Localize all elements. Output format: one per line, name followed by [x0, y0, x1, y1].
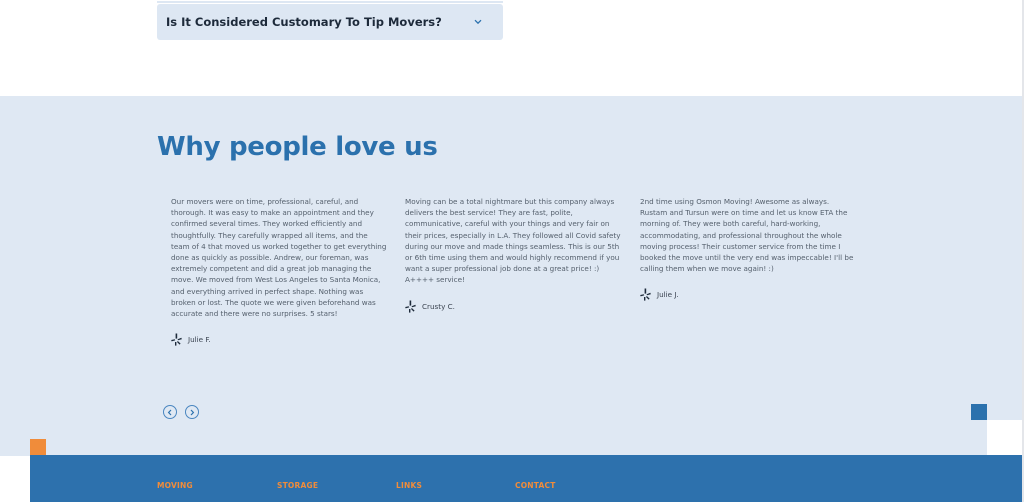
decor-square-blue — [971, 404, 987, 420]
footer-link-storage[interactable]: STORAGE — [277, 481, 319, 490]
reviews-section — [0, 96, 1024, 456]
decor-square-orange — [30, 439, 46, 455]
reviewer-name: Crusty C. — [422, 301, 455, 311]
footer — [30, 455, 1024, 502]
review-card — [405, 196, 621, 313]
review-text: Our movers were on time, professional, careful, and thorough. It was easy to make an appointment and they confirmed several times. They worked efficiently and thoughtfully. They carefully wrapped all items, and the team of 4 that moved us worked together to get everything done as quickly as possible. Andrew, our foreman, was extremely competent and did a great job managing the move. We moved from West Los Angeles to Santa Monica, and everything arrived in perfect shape. Nothing was broken or lost. The quote we were given beforehand was accurate and there were no surprises. 5 stars! — [171, 197, 387, 319]
footer-link-contact[interactable]: CONTACT — [515, 481, 556, 490]
faq-item-tipping[interactable] — [157, 4, 503, 40]
reviewer — [405, 300, 621, 313]
yelp-icon — [640, 288, 651, 301]
reviewer — [640, 288, 856, 301]
review-text: Moving can be a total nightmare but this company always delivers the best service! They are fast, polite, communicative, careful with your things and very fair on their prices, especially in L.A. They followed all Covid safety during our move and made things seamless. This is our 5th or 6th time using them and would highly recommend if you want a super professional job done at a great price! :) A++++ service! — [405, 197, 621, 285]
reviewer — [171, 333, 387, 346]
footer-link-links[interactable]: LINKS — [396, 481, 423, 490]
section-title: Why people love us — [157, 132, 438, 162]
review-card — [171, 196, 387, 346]
chevron-left-icon — [167, 409, 173, 416]
yelp-icon — [405, 300, 416, 313]
faq-question: Is It Considered Customary To Tip Movers? — [166, 15, 442, 29]
review-text: 2nd time using Osmon Moving! Awesome as always. Rustam and Tursun were on time and let us know ETA the morning of. They were both careful, hard-working, accommodating, and professional throughout the whole moving process! Their customer service from the time I booked the move until the very end was impeccable! I'll be calling them when we move again! :) — [640, 197, 854, 274]
yelp-icon — [171, 333, 182, 346]
review-card — [640, 196, 856, 301]
chevron-down-icon[interactable] — [473, 17, 483, 27]
carousel-next-button[interactable] — [185, 405, 199, 419]
footer-link-moving[interactable]: MOVING — [157, 481, 193, 490]
reviewer-name: Julie J. — [657, 290, 679, 300]
decor-square-white — [987, 420, 1024, 456]
carousel-prev-button[interactable] — [163, 405, 177, 419]
reviewer-name: Julie F. — [188, 335, 211, 345]
chevron-right-icon — [189, 409, 195, 416]
